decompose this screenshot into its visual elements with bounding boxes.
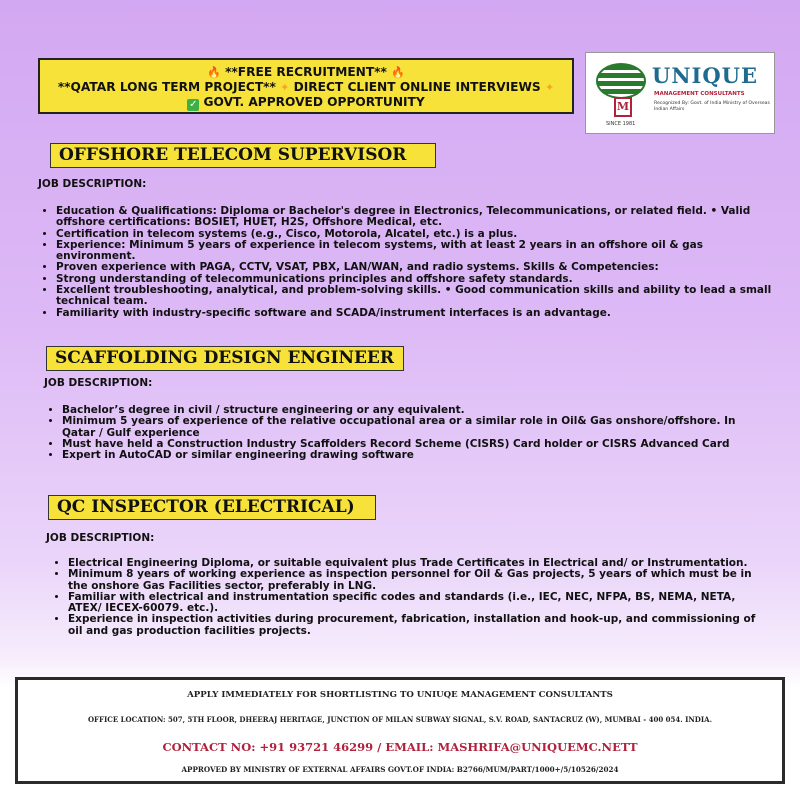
banner-govt-approved: GOVT. APPROVED OPPORTUNITY [203,95,425,109]
approval-number: APPROVED BY MINISTRY OF EXTERNAL AFFAIRS GOVT.OF INDIA: B2766/MUM/PART/1000+/5/10526/2024 [181,765,619,774]
job-title-qc-inspector: QC INSPECTOR (ELECTRICAL) [48,495,376,520]
banner-free-recruitment: **FREE RECRUITMENT** [225,65,387,79]
list-item: • Minimum 5 years of experience of the relative occupational area or a similar role in Oil& Gas onshore/offshore. In Qatar / Gulf experience [62,416,752,439]
list-item: • Strong understanding of telecommunications principles and offshore safety standards. [56,274,778,285]
job-description-label: JOB DESCRIPTION: [44,377,153,389]
banner-line-1 [40,65,572,80]
sparkle-icon: ✦ [280,81,290,94]
list-item: • Experience: Minimum 5 years of experience in telecom systems, with at least 2 years in an offshore oil & gas environment. [56,240,778,263]
fire-icon: 🔥 [391,66,405,79]
list-item: • Must have held a Construction Industry Scaffolders Record Scheme (CISRS) Card holder or CISRS Advanced Card [62,439,752,450]
list-item: • Excellent troubleshooting, analytical, and problem-solving skills. • Good communication skills and ability to lead a small technical team. [56,285,778,308]
recruitment-banner [38,58,574,114]
job-bullets-qc-inspector [50,558,758,637]
company-logo [585,52,775,134]
contact-footer [15,677,785,784]
job-title-telecom-supervisor: OFFSHORE TELECOM SUPERVISOR [50,143,436,168]
apply-text: APPLY IMMEDIATELY FOR SHORTLISTING TO UNIUQE MANAGEMENT CONSULTANTS [187,690,613,700]
globe-icon [596,63,646,99]
list-item: • Electrical Engineering Diploma, or suitable equivalent plus Trade Certificates in Electrical and/ or Instrumentation. [68,558,758,569]
sparkle-icon: ✦ [544,81,555,94]
job-bullets-scaffolding-engineer [44,405,752,461]
list-item: • Familiarity with industry-specific software and SCADA/instrument interfaces is an advantage. [56,308,778,319]
job-bullets-telecom-supervisor [38,206,778,319]
job-title-scaffolding-engineer: SCAFFOLDING DESIGN ENGINEER [46,346,404,371]
banner-qatar-project: **QATAR LONG TERM PROJECT** [57,80,276,94]
logo-subtitle: MANAGEMENT CONSULTANTS [654,91,745,97]
logo-mark: M [614,97,632,117]
list-item: • Minimum 8 years of working experience as inspection personnel for Oil & Gas projects, 5 years of which must be in the onshore Gas Facilities sector, preferably in LNG. [68,569,758,592]
banner-line-3 [40,95,572,111]
office-location: OFFICE LOCATION: 507, 5TH FLOOR, DHEERAJ HERITAGE, JUNCTION OF MILAN SUBWAY SIGNAL, S.V. ROAD, SANTACRUZ (W), MUMBAI - 400 054. INDIA. [87,715,713,724]
job-description-label: JOB DESCRIPTION: [38,178,147,190]
job-description-label: JOB DESCRIPTION: [46,532,155,544]
list-item: • Expert in AutoCAD or similar engineering drawing software [62,450,752,461]
list-item: • Bachelor’s degree in civil / structure engineering or any equivalent. [62,405,752,416]
banner-online-interviews: DIRECT CLIENT ONLINE INTERVIEWS [293,80,541,94]
banner-line-2 [40,80,572,95]
logo-name: UNIQUE [652,63,758,88]
logo-since: SINCE 1981 [606,121,636,127]
checkmark-icon: ✓ [189,99,198,110]
contact-info: CONTACT NO: +91 93721 46299 / EMAIL: MASHRIFA@UNIQUEMC.NETT [162,740,638,754]
list-item: • Proven experience with PAGA, CCTV, VSAT, PBX, LAN/WAN, and radio systems. Skills & Competencies: [56,262,778,273]
list-item: • Certification in telecom systems (e.g., Cisco, Motorola, Alcatel, etc.) is a plus. [56,229,778,240]
logo-recognition: Recognized By: Govt. of India Ministry of Overseas Indian Affairs [654,101,770,112]
list-item: • Experience in inspection activities during procurement, fabrication, installation and hook-up, and commissioning of oil and gas production facilities projects. [68,614,758,637]
fire-icon: 🔥 [207,66,221,79]
list-item: • Familiar with electrical and instrumentation specific codes and standards (i.e., IEC, NEC, NFPA, BS, NEMA, NETA, ATEX/ IECEX-60079. etc.). [68,592,758,615]
list-item: • Education & Qualifications: Diploma or Bachelor's degree in Electronics, Telecommunications, or related field. • Valid offshore certifications: BOSIET, HUET, H2S, Offshore Medical, etc. [56,206,778,229]
